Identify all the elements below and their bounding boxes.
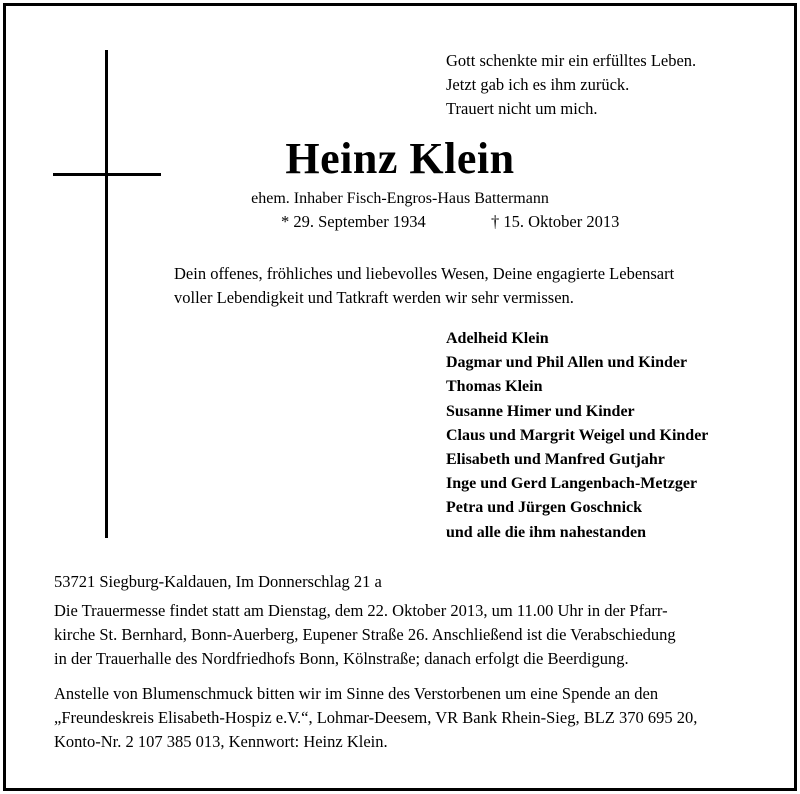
- birth-date: * 29. September 1934: [281, 212, 426, 231]
- deceased-title: ehem. Inhaber Fisch-Engros-Haus Battermann: [251, 190, 549, 207]
- motto-line: Gott schenkte mir ein erfülltes Leben.: [446, 51, 697, 70]
- mourner-name: Dagmar und Phil Allen und Kinder: [446, 354, 688, 372]
- funeral-info: [54, 599, 676, 671]
- donation-info-line: „Freundeskreis Elisabeth-Hospiz e.V.“, Lohmar-Deesem, VR Bank Rhein-Sieg, BLZ 370 695 20,: [54, 708, 698, 727]
- mourners-list: [446, 327, 708, 545]
- cross-vertical-beam: [105, 50, 108, 538]
- mourner-name: Claus und Margrit Weigel und Kinder: [446, 426, 709, 444]
- funeral-info-line: kirche St. Bernhard, Bonn-Auerberg, Eupener Straße 26. Anschließend ist die Verabschiedung: [54, 625, 676, 644]
- mourner-name: Elisabeth und Manfred Gutjahr: [446, 451, 665, 469]
- deceased-name: Heinz Klein: [285, 134, 515, 183]
- tribute-text: [174, 262, 784, 310]
- mourner-name: Susanne Himer und Kinder: [446, 402, 635, 420]
- family-address: 53721 Siegburg-Kaldauen, Im Donnerschlag 21 a: [54, 572, 382, 591]
- death-date: † 15. Oktober 2013: [491, 212, 620, 231]
- funeral-info-line: in der Trauerhalle des Nordfriedhofs Bonn, Kölnstraße; danach erfolgt die Beerdigung.: [54, 649, 629, 668]
- motto-line: Trauert nicht um mich.: [446, 99, 598, 118]
- donation-info-line: Konto-Nr. 2 107 385 013, Kennwort: Heinz Klein.: [54, 732, 388, 751]
- donation-info-line: Anstelle von Blumenschmuck bitten wir im Sinne des Verstorbenen um eine Spende an den: [54, 684, 659, 703]
- tribute-line: voller Lebendigkeit und Tatkraft werden wir sehr vermissen.: [174, 288, 574, 307]
- mourner-name: Inge und Gerd Langenbach-Metzger: [446, 475, 698, 493]
- mourner-name: Adelheid Klein: [446, 330, 549, 347]
- motto-verse: [446, 49, 696, 121]
- mourner-name: Thomas Klein: [446, 378, 543, 396]
- mourner-name: und alle die ihm nahestanden: [446, 523, 647, 541]
- motto-line: Jetzt gab ich es ihm zurück.: [446, 75, 630, 94]
- tribute-line: Dein offenes, fröhliches und liebevolles Wesen, Deine engagierte Lebensart: [174, 264, 675, 283]
- mourner-name: Petra und Jürgen Goschnick: [446, 499, 643, 517]
- donation-info: [54, 682, 697, 754]
- funeral-info-line: Die Trauermesse findet statt am Dienstag, dem 22. Oktober 2013, um 11.00 Uhr in der Pfarr-: [54, 601, 668, 620]
